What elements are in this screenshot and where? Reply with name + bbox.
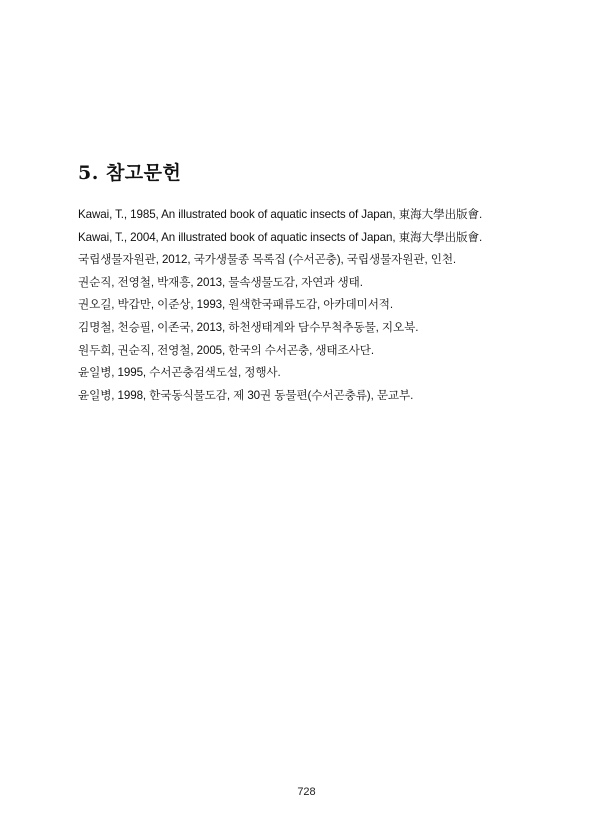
reference-item: 원두희, 권순직, 전영철, 2005, 한국의 수서곤충, 생태조사단.: [78, 343, 374, 357]
reference-item: 윤일병, 1998, 한국동식물도감, 제 30권 동물편(수서곤충류), 문교부.: [78, 388, 414, 402]
reference-item: 국립생물자원관, 2012, 국가생물종 목록집 (수서곤충), 국립생물자원관, 인천.: [78, 253, 457, 267]
reference-item: Kawai, T., 1985, An illustrated book of aquatic insects of Japan, 東海大學出版會.: [78, 208, 483, 221]
reference-item: Kawai, T., 2004, An illustrated book of aquatic insects of Japan, 東海大學出版會.: [78, 230, 483, 244]
reference-item: 권오길, 박갑만, 이준상, 1993, 원색한국패류도감, 아카데미서적.: [78, 298, 394, 312]
reference-item: 윤일병, 1995, 수서곤충검색도설, 정행사.: [78, 366, 281, 380]
page-number: 728: [297, 786, 316, 798]
reference-item: 김명철, 천승필, 이존국, 2013, 하천생태계와 담수무척추동물, 지오북.: [78, 320, 419, 334]
reference-item: 권순직, 전영철, 박재흥, 2013, 물속생물도감, 자연과 생태.: [78, 275, 363, 289]
reference-list: [78, 204, 548, 407]
section-title: 5. 참고문헌: [78, 162, 182, 184]
